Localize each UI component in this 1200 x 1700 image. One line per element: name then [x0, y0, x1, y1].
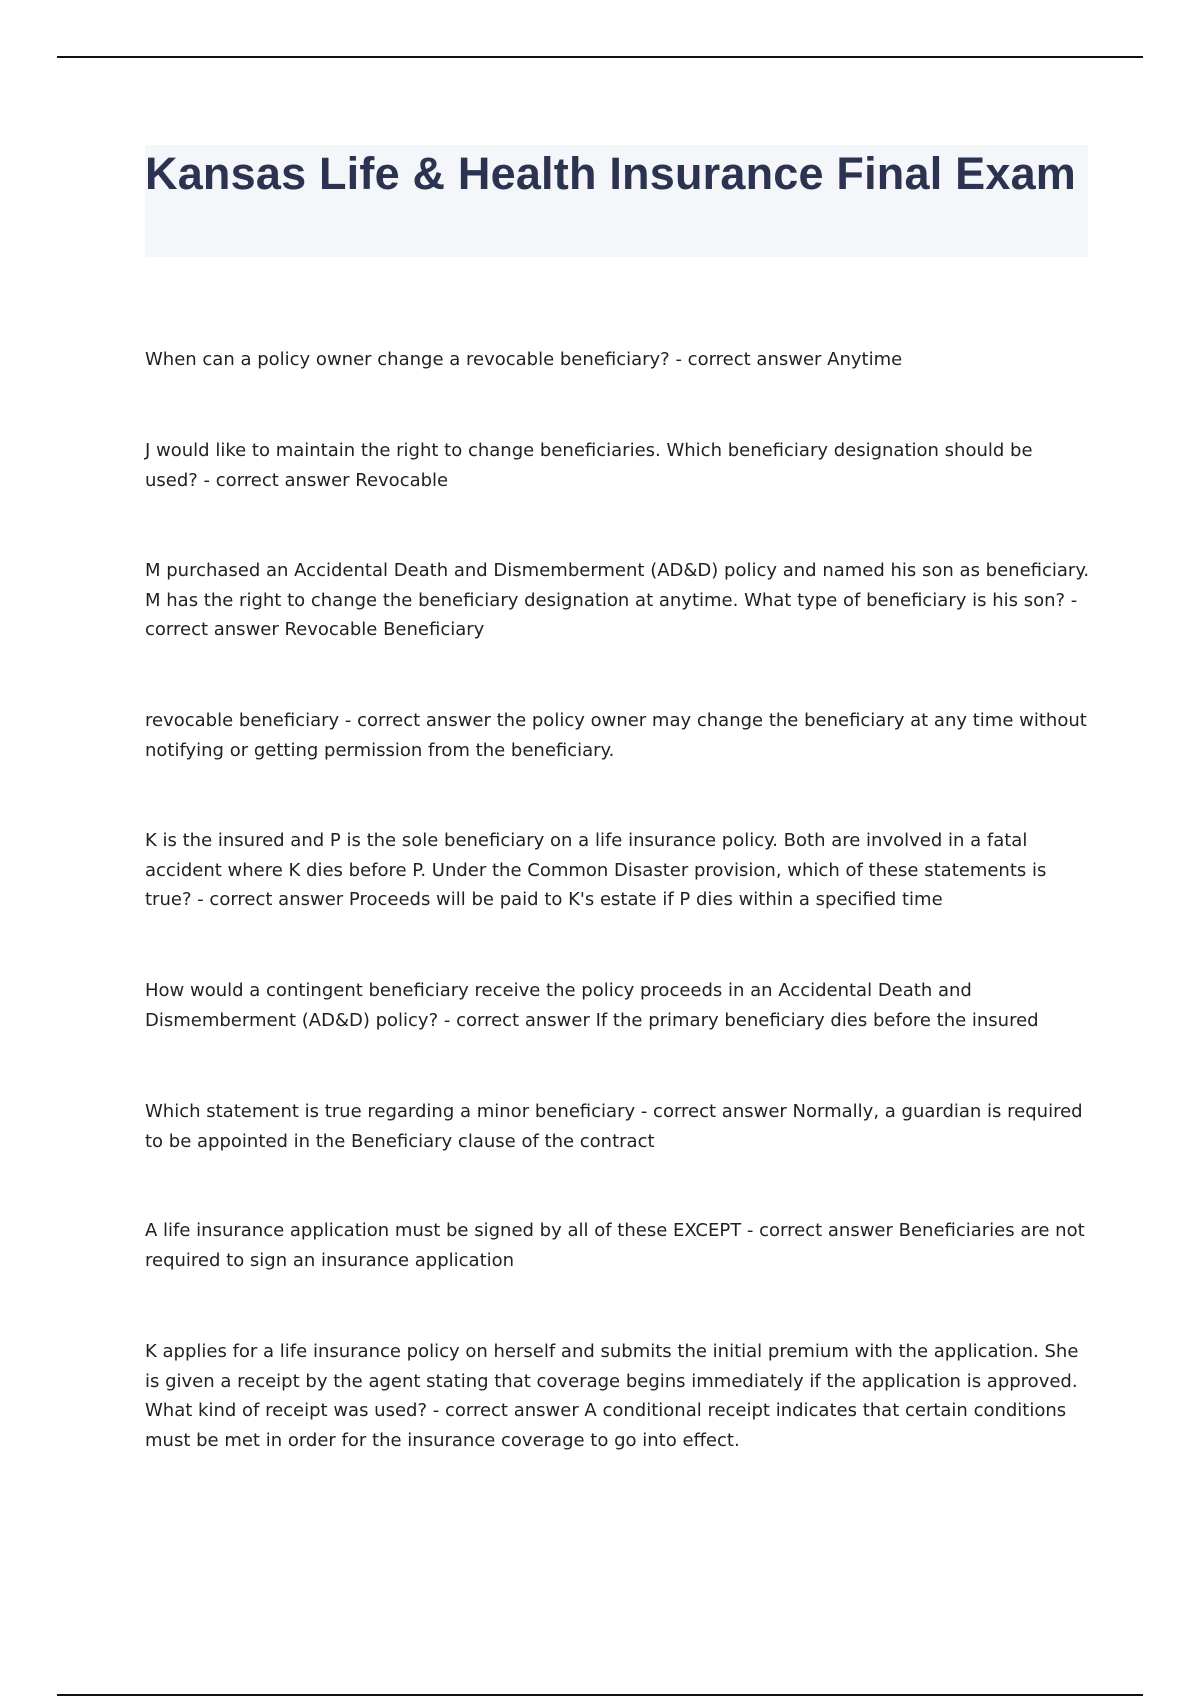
- qa-item-6: How would a contingent beneficiary receive the policy proceeds in an Accidental Death and Dismemberment (AD&D) policy? - correct answer If the primary beneficiary dies before the insured: [145, 980, 1039, 1031]
- qa-item-7: Which statement is true regarding a minor beneficiary - correct answer Normally, a guardian is required to be appointed in the Beneficiary clause of the contract: [145, 1101, 1083, 1152]
- qa-item-3: M purchased an Accidental Death and Dismemberment (AD&D) policy and named his son as beneficiary. M has the right to change the beneficiary designation at anytime. What type of beneficiary is his son? - correct answer Revocable Beneficiary: [145, 560, 1090, 640]
- qa-item-9: K applies for a life insurance policy on herself and submits the initial premium with the application. She is given a receipt by the agent stating that coverage begins immediately if the application is approved. What kind of receipt was used? - correct answer A conditional receipt indicates that certain conditions must be met in order for the insurance coverage to go into effect.: [145, 1341, 1079, 1451]
- title-banner: [145, 145, 1088, 257]
- qa-item-8: A life insurance application must be signed by all of these EXCEPT - correct answer Beneficiaries are not required to sign an insurance application: [145, 1220, 1085, 1271]
- top-divider: [57, 56, 1143, 58]
- bottom-divider: [57, 1694, 1143, 1696]
- qa-item-2: J would like to maintain the right to change beneficiaries. Which beneficiary designation should be used? - correct answer Revocable: [145, 440, 1033, 491]
- qa-item-1: When can a policy owner change a revocable beneficiary? - correct answer Anytime: [145, 349, 903, 370]
- page-title: Kansas Life & Health Insurance Final Exam: [145, 148, 1077, 199]
- qa-item-4: revocable beneficiary - correct answer the policy owner may change the beneficiary at any time without notifying or getting permission from the beneficiary.: [145, 710, 1087, 761]
- qa-item-5: K is the insured and P is the sole beneficiary on a life insurance policy. Both are involved in a fatal accident where K dies before P. Under the Common Disaster provision, which of these statements is true? - correct answer Proceeds will be paid to K's estate if P dies within a specified time: [145, 830, 1047, 910]
